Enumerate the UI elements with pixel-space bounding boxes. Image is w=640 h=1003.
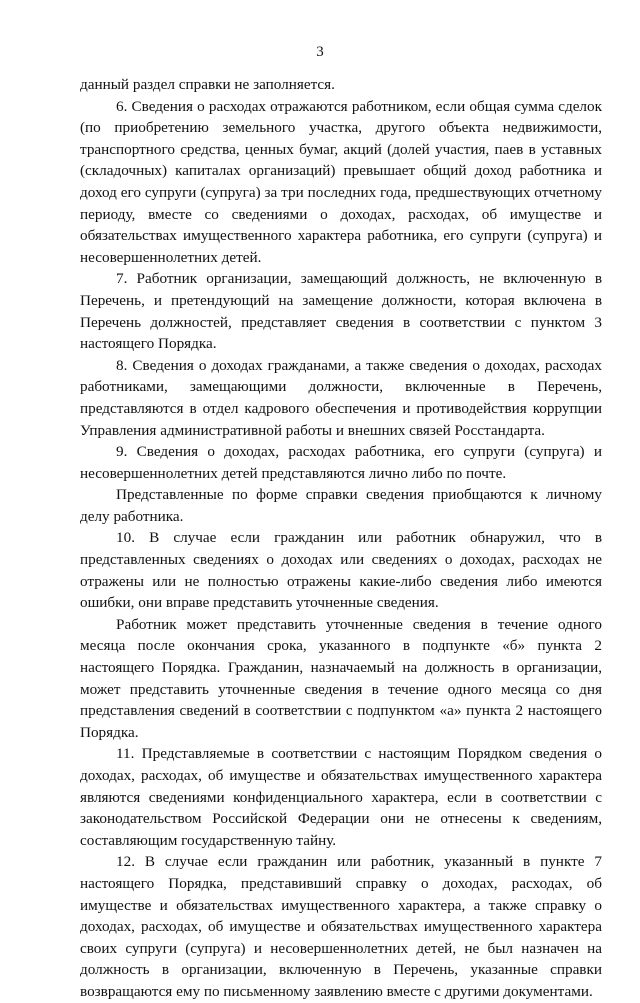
document-body [80,74,602,1003]
paragraph-item-11: 11. Представляемые в соответствии с настоящим Порядком сведения о доходах, расходах, об имуществе и обязательствах имущественного характера являются сведениями конфиденциального характера, если в соответствии с законодательством Российской Федерации они не отнесены к сведениям, составляющим государственную тайну. [80,745,602,849]
paragraph-item-6: 6. Сведения о расходах отражаются работником, если общая сумма сделок (по приобретению земельного участка, другого объекта недвижимости, транспортного средства, ценных бумаг, акций (долей участия, паев в уставных (складочных) капиталах организаций) превышает общий доход работника и доход его супруги (супруга) за три последних года, предшествующих отчетному периоду, вместе со сведениями о доходах, расходах, об имуществе и обязательствах имущественного характера работника, его супруги (супруга) и несовершеннолетних детей. [80,97,602,266]
paragraph-item-7: 7. Работник организации, замещающий должность, не включенную в Перечень, и претендующий на замещение должности, которая включена в Перечень должностей, представляет сведения в соответствии с пунктом 3 настоящего Порядка. [80,270,602,353]
paragraph-item-9-note: Представленные по форме справки сведения приобщаются к личному делу работника. [80,486,602,525]
paragraph-item-9: 9. Сведения о доходах, расходах работника, его супруги (супруга) и несовершеннолетних детей представляются лично либо по почте. [80,443,602,482]
paragraph-item-12: 12. В случае если гражданин или работник, указанный в пункте 7 настоящего Порядка, представивший справку о доходах, расходах, об имуществе и обязательствах имущественного характера, а также справку о доходах, расходах, об имуществе и обязательствах имущественного характера своих супруги (супруга) и несовершеннолетних детей, не был назначен на должность в организации, включенную в Перечень, указанные справки возвращаются ему по письменному заявлению вместе с другими документами. [80,853,602,1000]
paragraph-continuation: данный раздел справки не заполняется. [80,76,335,93]
paragraph-item-10-note: Работник может представить уточненные сведения в течение одного месяца после окончания срока, указанного в подпункте «б» пункта 2 настоящего Порядка. Гражданин, назначаемый на должность в организации, может представить уточненные сведения в течение одного месяца со дня представления сведений в соответствии с подпунктом «а» пункта 2 настоящего Порядка. [80,615,602,741]
paragraph-item-8: 8. Сведения о доходах гражданами, а также сведения о доходах, расходах работниками, замещающими должности, включенные в Перечень, представляются в отдел кадрового обеспечения и противодействия коррупции Управления административной работы и внешних связей Росстандарта. [80,356,602,439]
page-number: 3 [316,44,324,60]
paragraph-item-10: 10. В случае если гражданин или работник обнаружил, что в представленных сведениях о доходах или сведениях о доходах, расходах не отражены или не полностью отражены какие-либо сведения либо имеются ошибки, они вправе представить уточненные сведения. [80,529,602,612]
